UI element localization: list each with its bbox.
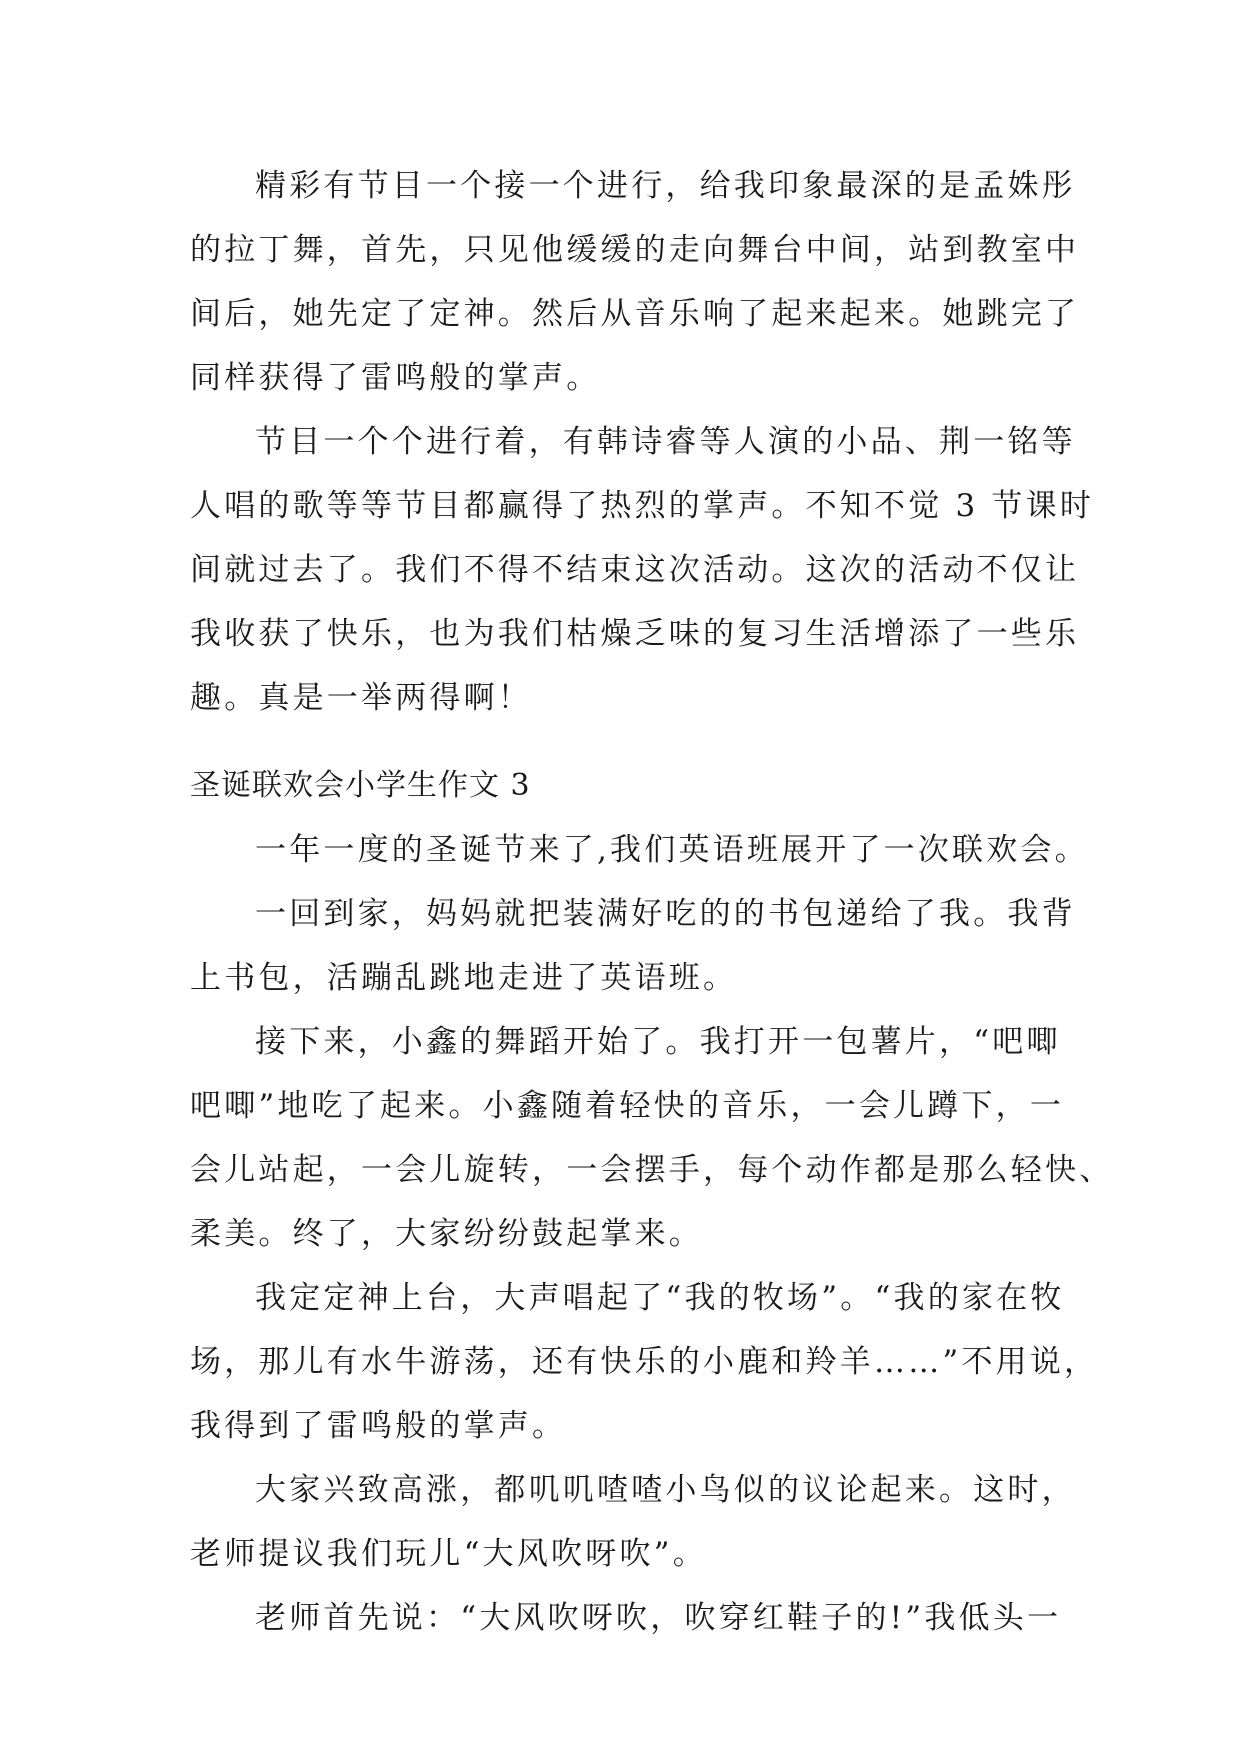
text-line: 的拉丁舞，首先，只见他缓缓的走向舞台中间，站到教室中 [190, 232, 1080, 268]
text-line: 接下来，小鑫的舞蹈开始了。我打开一包薯片，“吧唧 [255, 1024, 1061, 1060]
text-line: 一年一度的圣诞节来了,我们英语班展开了一次联欢会。 [255, 832, 1089, 868]
text-line: 趣。真是一举两得啊！ [190, 680, 532, 716]
text-line: 间就过去了。我们不得不结束这次活动。这次的活动不仅让 [190, 552, 1080, 588]
section-title: 圣诞联欢会小学生作文 3 [190, 768, 531, 803]
text-line: 精彩有节目一个接一个进行，给我印象最深的是孟姝彤 [255, 168, 1076, 204]
text-line: 我得到了雷鸣般的掌声。 [190, 1408, 567, 1444]
text-line: 上书包，活蹦乱跳地走进了英语班。 [190, 960, 738, 996]
text-line: 一回到家，妈妈就把装满好吃的的书包递给了我。我背 [255, 896, 1076, 932]
text-line: 间后，她先定了定神。然后从音乐响了起来起来。她跳完了 [190, 296, 1080, 332]
text-line: 场，那儿有水牛游荡，还有快乐的小鹿和羚羊……”不用说， [190, 1344, 1099, 1380]
text-line: 人唱的歌等等节目都赢得了热烈的掌声。不知不觉 3 节课时 [190, 488, 1095, 524]
text-line: 我定定神上台，大声唱起了“我的牧场”。“我的家在牧 [255, 1280, 1065, 1316]
text-line: 吧唧”地吃了起来。小鑫随着轻快的音乐，一会儿蹲下，一 [190, 1088, 1065, 1124]
text-line: 我收获了快乐，也为我们枯燥乏味的复习生活增添了一些乐 [190, 616, 1080, 652]
text-line: 大家兴致高涨，都叽叽喳喳小鸟似的议论起来。这时， [255, 1472, 1076, 1508]
text-line: 柔美。终了，大家纷纷鼓起掌来。 [190, 1216, 703, 1252]
text-line: 会儿站起，一会儿旋转，一会摆手，每个动作都是那么轻快、 [190, 1152, 1114, 1188]
text-line: 老师提议我们玩儿“大风吹呀吹”。 [190, 1536, 707, 1572]
text-line: 节目一个个进行着，有韩诗睿等人演的小品、荆一铭等 [255, 424, 1076, 460]
text-line: 同样获得了雷鸣般的掌声。 [190, 360, 601, 396]
text-line: 老师首先说：“大风吹呀吹，吹穿红鞋子的!”我低头一 [255, 1600, 1062, 1636]
